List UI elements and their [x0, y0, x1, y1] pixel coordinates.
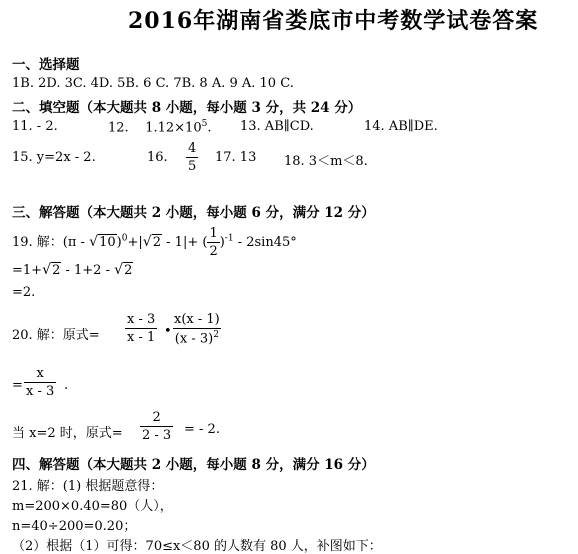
- q20-line3-start: 当 x=2 时，原式=: [12, 426, 123, 441]
- answer-16-denominator: 5: [188, 159, 197, 174]
- sqrt-2-radicand: 2: [124, 263, 133, 278]
- q19-half-denominator: 2: [209, 244, 218, 259]
- radical-sign-icon: √: [42, 262, 51, 278]
- answer-15: 15. y=2x - 2.: [12, 150, 96, 165]
- page-title: 2016年湖南省娄底市中考数学试卷答案: [128, 8, 539, 34]
- q21-line-3: n=40÷200=0.20；: [12, 519, 137, 534]
- q21-line-1: 21. 解：(1) 根据题意得：: [12, 479, 164, 494]
- q19-start: 19. 解：(π -: [12, 235, 85, 250]
- section-heading-solve-2: 四、解答题（本大题共 2 小题，每小题 8 分，满分 16 分）: [12, 457, 375, 473]
- q20-fraction-2: [172, 312, 222, 346]
- q20-line2-end: .: [64, 378, 69, 393]
- q20-line2-fraction: [24, 366, 56, 399]
- q19-exponent-0: 0: [121, 233, 128, 244]
- radical-sign-icon: √: [142, 234, 152, 250]
- answer-14: 14. AB∥DE.: [364, 119, 438, 134]
- q20-fraction-1-denominator: x - 1: [127, 330, 156, 345]
- answer-12: [108, 119, 211, 135]
- sqrt-2: [143, 235, 162, 250]
- answer-17: 17. 13: [215, 150, 257, 165]
- q21-line-2: m=200×0.40=80（人），: [12, 499, 173, 514]
- section-heading-choice: 一、选择题: [12, 57, 80, 73]
- q19-line2-start: =1+: [12, 263, 43, 278]
- q21-line-4: （2）根据（1）可得：70≤x＜80 的人数有 80 人，补图如下：: [12, 539, 382, 554]
- answer-12-exponent: 5: [201, 119, 208, 129]
- q20-label: 20. 解：原式=: [12, 328, 100, 343]
- q20-line2-denominator: x - 3: [26, 384, 55, 399]
- q19-line2-mid: - 1+2 -: [65, 263, 110, 278]
- q20-multiply-dot: •: [164, 324, 172, 339]
- sqrt-2: [114, 263, 133, 278]
- radical-sign-icon: √: [114, 262, 124, 278]
- sqrt-2-radicand: 2: [152, 235, 162, 250]
- q19-abs-open: +|: [127, 235, 143, 250]
- q20-fraction-2-denominator: [173, 328, 221, 346]
- sqrt-2: [42, 263, 61, 278]
- q20-line2-equals: =: [12, 378, 23, 393]
- q19-line-1: 19. 解：(π - √ 10)$^0$+| √ 2 - 1|+ ( $\frac{1}{2}$ )$^{-1}$ - 2sin45°: [12, 226, 297, 259]
- radical-sign-icon: √: [89, 234, 99, 250]
- sqrt-2-radicand: 2: [52, 263, 61, 278]
- q19-half-numerator: 1: [209, 226, 218, 241]
- q19-exponent-neg1: -1: [224, 233, 234, 244]
- q20-line3-denominator: 2 - 3: [142, 428, 172, 443]
- q20-line2-numerator: x: [36, 366, 44, 381]
- answer-12-end: .: [207, 120, 212, 136]
- q20-fraction-2-numerator: x(x - 1): [174, 312, 220, 327]
- answer-16-label: 16.: [147, 150, 168, 165]
- q20-fraction-1: [125, 312, 157, 345]
- q19-half: [207, 226, 219, 259]
- q19-end: - 2sin45°: [237, 235, 297, 250]
- fill-answers-row-2: [12, 142, 572, 176]
- answer-12-label: 12.: [108, 120, 129, 136]
- choice-answers: 1B. 2D. 3C. 4D. 5B. 6 C. 7B. 8 A. 9 A. 10 C.: [12, 76, 294, 91]
- sqrt-10-radicand: 10: [99, 235, 116, 250]
- answer-18: 18. 3＜m＜8.: [284, 154, 368, 169]
- sqrt-10: [89, 235, 117, 250]
- q20-fraction-1-numerator: x - 3: [127, 312, 156, 327]
- q20-line3-fraction: [140, 410, 173, 443]
- answer-16-fraction: [186, 141, 198, 174]
- answer-11: 11. - 2.: [12, 119, 58, 134]
- q20-line3-numerator: 2: [152, 410, 161, 425]
- q20-fraction-2-exponent: 2: [213, 330, 219, 340]
- q19-line-3: =2.: [12, 285, 36, 300]
- answer-13: 13. AB∥CD.: [240, 119, 314, 134]
- q20-line3-end: = - 2.: [184, 422, 220, 437]
- answer-16-numerator: 4: [188, 141, 197, 156]
- section-heading-solve-1: 三、解答题（本大题共 2 小题，每小题 6 分，满分 12 分）: [12, 205, 375, 221]
- q20-fraction-2-denominator-base: (x - 3): [174, 331, 214, 347]
- section-heading-fill: 二、填空题（本大题共 8 小题，每小题 3 分，共 24 分）: [12, 100, 362, 116]
- q19-abs-close: - 1|+ (: [166, 235, 208, 250]
- q19-line-2: [12, 263, 133, 278]
- answer-12-base: 1.12×10: [145, 120, 202, 136]
